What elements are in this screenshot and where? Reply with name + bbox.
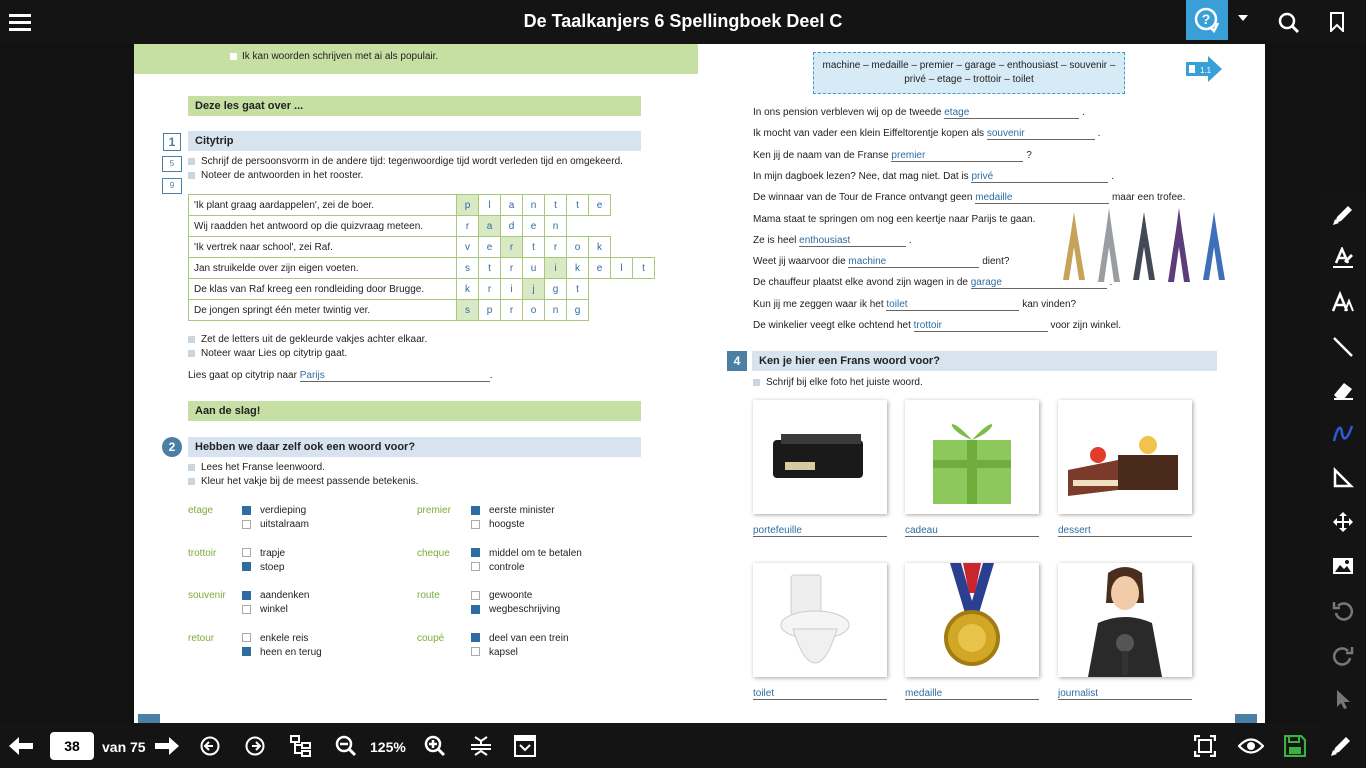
option-label: wegbeschrijving	[489, 604, 561, 615]
photo-caption[interactable]: cadeau	[905, 525, 1039, 537]
meaning-option[interactable]	[242, 633, 308, 644]
annotation-toolbar	[1319, 193, 1366, 723]
svg-text:?: ?	[1201, 11, 1211, 27]
option-label: heen en terug	[260, 646, 322, 658]
checkbox[interactable]	[242, 506, 251, 515]
sentence-text: De winnaar van de Tour de France ontvangt geen	[753, 192, 973, 204]
exercise-1-title: Citytrip	[188, 131, 641, 151]
checkbox[interactable]	[242, 605, 251, 614]
pen-icon[interactable]	[1319, 200, 1366, 230]
grid-letter[interactable]: g	[567, 300, 589, 321]
eraser-icon[interactable]	[1319, 375, 1366, 405]
grid-letter[interactable]: t	[479, 258, 501, 279]
photo-caption[interactable]: medaille	[905, 688, 1039, 700]
checkbox[interactable]	[471, 605, 480, 614]
grid-letter-highlighted[interactable]: i	[545, 258, 567, 279]
sentence-text: Weet jij waarvoor die	[753, 256, 846, 268]
leenwoord: premier	[417, 505, 451, 516]
fill-in-sentence	[753, 277, 1112, 289]
exercise-4-title: Ken je hier een Frans woord voor?	[752, 351, 1217, 371]
zoom-level: 125%	[370, 739, 406, 755]
grid-letter[interactable]: o	[567, 237, 589, 258]
page-total: van 75	[102, 739, 146, 755]
redo-icon[interactable]	[1319, 640, 1366, 670]
answer-input[interactable]: etage	[944, 107, 1079, 119]
svg-text:1.1: 1.1	[1200, 66, 1212, 75]
checkbox[interactable]	[242, 548, 251, 557]
sentence-text: Kun jij me zeggen waar ik het	[753, 298, 884, 310]
intro-band: Deze les gaat over ...	[188, 96, 641, 116]
bottom-bar	[0, 723, 1366, 768]
leenwoord: souvenir	[188, 590, 226, 601]
eye-icon[interactable]	[1237, 734, 1265, 758]
instruction: Noteer de antwoorden in het rooster.	[188, 170, 363, 181]
line-icon[interactable]	[1319, 332, 1366, 362]
sentence-text: Ze is heel	[753, 234, 797, 246]
answer-input[interactable]: souvenir	[987, 128, 1095, 140]
option-label: stoep	[260, 561, 285, 573]
option-label: eerste minister	[489, 505, 555, 516]
document-title: De Taalkanjers 6 Spellingboek Deel C	[523, 11, 843, 31]
grid-sentence: 'Ik vertrek naar school', zei Raf.	[189, 237, 457, 258]
fit-width-icon[interactable]	[468, 734, 494, 758]
goal-line: Ik kan woorden schrijven met ai als populair.	[230, 51, 438, 62]
grid-letter[interactable]: e	[589, 258, 611, 279]
leenwoord: trottoir	[188, 547, 217, 559]
bookmark-icon[interactable]	[1326, 10, 1348, 34]
undo-icon[interactable]	[1319, 595, 1366, 625]
right-page	[698, 44, 1265, 723]
checkbox[interactable]	[242, 647, 251, 656]
answer-line	[188, 370, 493, 382]
option-label: enkele reis	[260, 632, 309, 644]
sentence-text: .	[1109, 277, 1113, 289]
sentence-text: De chauffeur plaatst elke avond zijn wagen in de	[753, 277, 968, 289]
checkbox[interactable]	[471, 647, 480, 656]
meaning-option[interactable]	[471, 633, 569, 644]
document-viewer[interactable]	[0, 44, 1366, 723]
option-label: verdieping	[260, 505, 307, 516]
meaning-option[interactable]	[242, 590, 310, 601]
grid-sentence: De klas van Raf kreeg een rondleiding door Brugge.	[189, 279, 457, 300]
answer-input[interactable]: garage	[971, 277, 1107, 289]
ruler-icon[interactable]	[1319, 463, 1366, 493]
top-bar	[0, 0, 1366, 44]
table-of-contents-icon[interactable]	[289, 734, 313, 758]
fill-in-sentence	[753, 299, 1076, 311]
toilet-icon	[753, 563, 887, 677]
grid-letter-highlighted[interactable]: s	[457, 300, 479, 321]
meaning-option[interactable]	[242, 548, 285, 559]
fullscreen-icon[interactable]	[1193, 734, 1217, 758]
dropdown-chevron-icon[interactable]	[1234, 10, 1252, 26]
grid-letter[interactable]: g	[545, 279, 567, 300]
answer-input[interactable]: machine	[848, 256, 979, 268]
sentence-text: In mijn dagboek lezen? Nee, dat mag niet. Dat is	[753, 170, 969, 182]
grid-sentence: De jongen springt één meter twintig ver.	[189, 300, 457, 321]
fill-in-sentence	[753, 192, 1185, 204]
meaning-option[interactable]	[471, 590, 532, 601]
left-page	[134, 44, 698, 723]
answer-prefix: Lies gaat op citytrip naar	[188, 370, 297, 381]
leenwoord: coupé	[417, 632, 445, 644]
grid-letter[interactable]: r	[545, 237, 567, 258]
grid-sentence: Jan struikelde over zijn eigen voeten.	[189, 258, 457, 279]
instruction: Kleur het vakje bij de meest passende betekenis.	[188, 476, 418, 487]
grid-letter[interactable]: t	[633, 258, 655, 279]
instruction: Schrijf de persoonsvorm in de andere tijd: tegenwoordige tijd wordt verleden tijd en omgekeerd.	[188, 156, 623, 167]
answer-input[interactable]: privé	[971, 171, 1108, 183]
answer-input[interactable]: Parijs	[300, 370, 490, 382]
page-number-tab	[1235, 714, 1257, 723]
checkbox[interactable]	[471, 548, 480, 557]
photo-caption[interactable]: journalist	[1058, 688, 1192, 700]
meaning-option[interactable]	[471, 505, 555, 516]
checkbox[interactable]	[242, 633, 251, 642]
answer-input[interactable]: toilet	[886, 299, 1019, 311]
option-label: winkel	[260, 604, 288, 615]
grid-letter[interactable]: o	[523, 300, 545, 321]
leenwoord: route	[417, 590, 440, 601]
meaning-option[interactable]	[242, 562, 284, 573]
grid-letter[interactable]: l	[611, 258, 633, 279]
meaning-option[interactable]	[471, 604, 560, 615]
sentence-text: Ik mocht van vader een klein Eiffeltorentje kopen als	[753, 128, 985, 140]
option-label: deel van een trein	[489, 632, 569, 644]
fill-in-sentence	[753, 128, 1100, 140]
grid-letter[interactable]: r	[501, 258, 523, 279]
sentence-text: Ken jij de naam van de Franse	[753, 149, 889, 161]
grid-letter[interactable]: r	[457, 216, 479, 237]
grid-letter[interactable]: r	[479, 279, 501, 300]
checkbox[interactable]	[471, 591, 480, 600]
sentence-text: De winkelier veegt elke ochtend het	[753, 320, 911, 331]
journalist-icon	[1058, 563, 1192, 677]
checkbox[interactable]	[242, 520, 251, 529]
option-label: aandenken	[260, 590, 310, 601]
grid-letter[interactable]: t	[567, 195, 589, 216]
option-label: kapsel	[489, 646, 518, 658]
sentence-text: dient?	[982, 256, 1010, 268]
freehand-icon[interactable]	[1319, 419, 1366, 449]
answer-input[interactable]: medaille	[975, 192, 1109, 204]
leenwoord: retour	[188, 632, 215, 644]
grid-letter[interactable]: e	[589, 195, 611, 216]
meaning-option[interactable]	[471, 519, 525, 530]
exercise-number-4: 4	[727, 351, 747, 371]
checkbox[interactable]	[242, 562, 251, 571]
grid-letter[interactable]: k	[567, 258, 589, 279]
grid-letter[interactable]: v	[457, 237, 479, 258]
word-box	[813, 52, 1125, 94]
save-icon[interactable]	[1283, 734, 1307, 758]
sentence-text: kan vinden?	[1022, 298, 1077, 310]
grid-letter[interactable]: u	[523, 258, 545, 279]
audio-tag-icon[interactable]	[1186, 56, 1210, 80]
option-label: hoogste	[489, 519, 525, 530]
zoom-in-icon[interactable]	[423, 734, 447, 758]
fill-in-sentence	[753, 107, 1085, 119]
grid-row	[189, 195, 655, 216]
grid-row	[189, 279, 655, 300]
answer-input[interactable]: enthousiast	[799, 235, 906, 247]
instruction: Schrijf bij elke foto het juiste woord.	[753, 377, 923, 388]
instruction: Zet de letters uit de gekleurde vakjes achter elkaar.	[188, 334, 427, 345]
grid-sentence: 'Ik plant graag aardappelen', zei de boer.	[189, 195, 457, 216]
photo-caption[interactable]: toilet	[753, 688, 887, 700]
exercise-number-1: 1	[163, 133, 181, 151]
option-label: trapje	[260, 547, 286, 559]
option-label: controle	[489, 561, 525, 573]
move-icon[interactable]	[1319, 507, 1366, 537]
answer-input[interactable]: trottoir	[914, 320, 1048, 332]
sentence-text: .	[1097, 128, 1101, 140]
sentence-text: .	[1111, 170, 1115, 182]
cake-icon	[1058, 400, 1192, 514]
checkbox[interactable]	[242, 591, 251, 600]
word-box-line: machine – medaille – premier – garage – enthousiast – souvenir –	[822, 60, 1116, 71]
fill-in-sentence	[753, 235, 912, 247]
page-view-icon[interactable]	[513, 734, 537, 758]
sentence-text: maar een trofee.	[1111, 192, 1186, 204]
grid-letter-highlighted[interactable]: a	[479, 216, 501, 237]
grid-letter[interactable]: n	[523, 195, 545, 216]
grid-letter[interactable]: r	[501, 300, 523, 321]
wallet-icon	[753, 400, 887, 514]
pointer-icon[interactable]	[1319, 684, 1366, 714]
photo-caption[interactable]: portefeuille	[753, 525, 887, 537]
side-number-5: 5	[162, 156, 182, 172]
answer-suffix: .	[489, 370, 493, 381]
checkbox[interactable]	[471, 633, 480, 642]
grid-letter-highlighted[interactable]: p	[457, 195, 479, 216]
fill-in-sentence	[753, 171, 1114, 183]
grid-letter[interactable]: t	[545, 195, 567, 216]
meaning-option[interactable]	[242, 647, 322, 658]
instruction: Noteer waar Lies op citytrip gaat.	[188, 348, 347, 359]
gift-icon	[905, 400, 1039, 514]
start-band: Aan de slag!	[188, 401, 641, 421]
zoom-out-icon[interactable]	[334, 734, 358, 758]
grid-letter-highlighted[interactable]: r	[501, 237, 523, 258]
checkbox[interactable]	[471, 562, 480, 571]
exercise-2-title: Hebben we daar zelf ook een woord voor?	[188, 437, 641, 457]
grid-letter[interactable]: e	[523, 216, 545, 237]
page-number-tab	[138, 714, 160, 723]
fill-in-sentence	[753, 320, 1121, 332]
checkbox[interactable]	[471, 520, 480, 529]
medal-icon	[905, 563, 1039, 677]
word-grid	[188, 194, 655, 321]
grid-letter[interactable]: t	[523, 237, 545, 258]
sentence-text: In ons pension verbleven wij op de tweede	[753, 107, 942, 118]
font-size-icon[interactable]	[1319, 287, 1366, 317]
meaning-option[interactable]	[242, 604, 288, 615]
next-page-arrow-icon[interactable]	[154, 735, 180, 757]
meaning-option[interactable]	[471, 647, 518, 658]
grid-row	[189, 216, 655, 237]
sentence-text: .	[908, 234, 912, 246]
grid-letter[interactable]: n	[545, 216, 567, 237]
grid-letter[interactable]: e	[479, 237, 501, 258]
edit-pen-icon[interactable]	[1329, 734, 1353, 758]
grid-letter[interactable]: s	[457, 258, 479, 279]
sentence-text: .	[1082, 107, 1085, 118]
grid-letter[interactable]: k	[589, 237, 611, 258]
forward-circle-icon[interactable]	[244, 735, 266, 757]
sentence-text: voor zijn winkel.	[1050, 320, 1122, 331]
leenwoord: etage	[188, 505, 214, 516]
checkbox[interactable]	[471, 506, 480, 515]
grid-row	[189, 300, 655, 321]
grid-letter[interactable]: i	[501, 279, 523, 300]
grid-letter[interactable]: d	[501, 216, 523, 237]
word-box-line: privé – etage – trottoir – toilet	[904, 74, 1034, 85]
option-label: gewoonte	[489, 590, 533, 601]
help-icon[interactable]	[1186, 0, 1228, 40]
grid-letter[interactable]: a	[501, 195, 523, 216]
page-number-input[interactable]: 38	[50, 732, 94, 760]
grid-row	[189, 258, 655, 279]
meaning-option[interactable]	[242, 505, 306, 516]
option-label: middel om te betalen	[489, 547, 582, 559]
fill-in-sentence	[753, 150, 1032, 162]
answer-input[interactable]: premier	[891, 150, 1023, 162]
eiffel-towers-image	[1053, 202, 1243, 287]
grid-letter[interactable]: k	[457, 279, 479, 300]
grid-letter[interactable]: n	[545, 300, 567, 321]
image-icon[interactable]	[1319, 551, 1366, 581]
photo-caption[interactable]: dessert	[1058, 525, 1192, 537]
grid-letter[interactable]: t	[567, 279, 589, 300]
exercise-number-2: 2	[162, 437, 182, 457]
meaning-option[interactable]	[471, 548, 582, 559]
sentence-text: Mama staat te springen om nog een keertje naar Parijs te gaan.	[753, 213, 1036, 225]
fill-in-sentence	[753, 214, 1035, 225]
grid-letter[interactable]: l	[479, 195, 501, 216]
grid-sentence: Wij raadden het antwoord op die quizvraag meteen.	[189, 216, 457, 237]
leenwoord: cheque	[417, 547, 450, 559]
back-circle-icon[interactable]	[199, 735, 221, 757]
text-highlight-icon[interactable]	[1319, 243, 1366, 273]
meaning-option[interactable]	[471, 562, 525, 573]
grid-letter-highlighted[interactable]: j	[523, 279, 545, 300]
instruction: Lees het Franse leenwoord.	[188, 462, 325, 473]
grid-row	[189, 237, 655, 258]
fill-in-sentence	[753, 256, 1009, 268]
search-icon[interactable]	[1276, 10, 1302, 36]
side-number-9: 9	[162, 178, 182, 194]
previous-page-arrow-icon[interactable]	[8, 735, 34, 757]
grid-letter[interactable]: p	[479, 300, 501, 321]
sentence-text: ?	[1026, 149, 1032, 161]
meaning-option[interactable]	[242, 519, 309, 530]
option-label: uitstalraam	[260, 519, 309, 530]
